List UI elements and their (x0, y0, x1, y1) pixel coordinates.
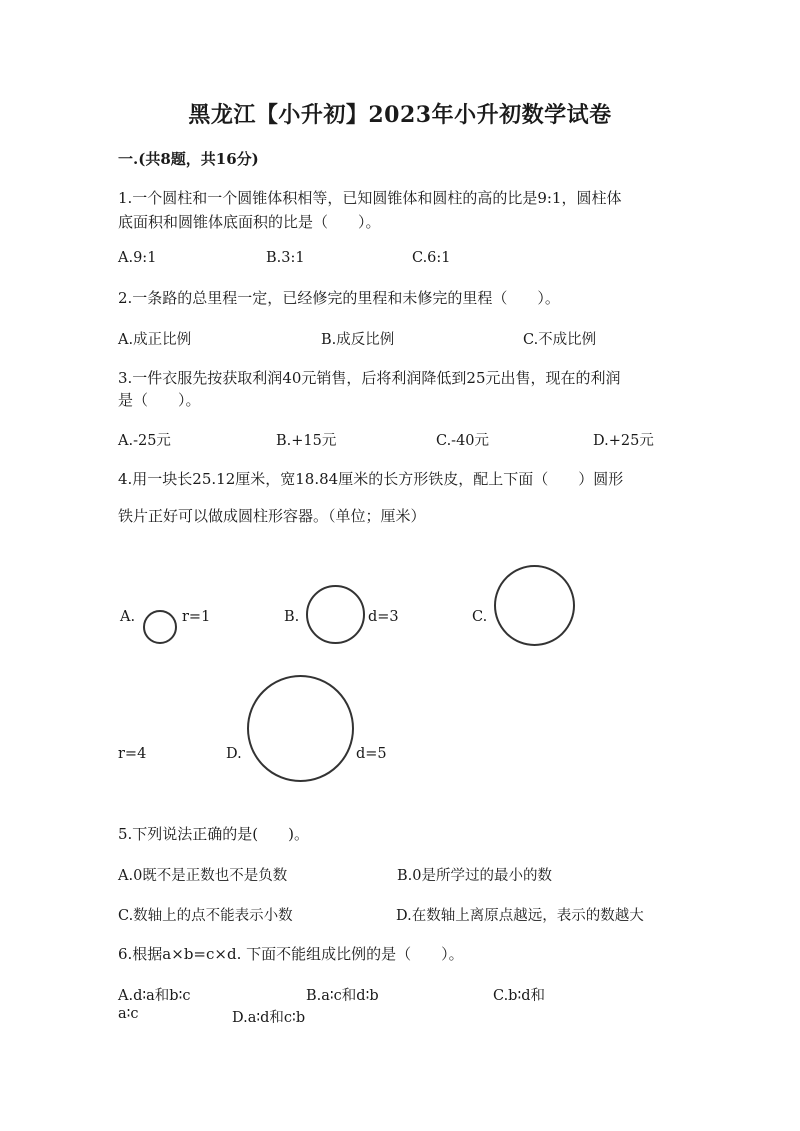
question-1-option-c[interactable]: C.6:1 (412, 250, 451, 266)
question-6-option-b[interactable]: B.a∶c和d∶b (306, 988, 379, 1004)
question-2-option-a[interactable]: A.成正比例 (118, 332, 192, 348)
question-4-option-c[interactable]: C. (472, 609, 488, 625)
question-4-option-b[interactable]: B. (284, 609, 300, 625)
question-4-label-b: d=3 (368, 609, 399, 625)
question-1-line-2: 底面积和圆锥体底面积的比是（ ）。 (118, 213, 381, 231)
question-3-option-a[interactable]: A.-25元 (118, 433, 171, 449)
question-3-line-1: 3.一件衣服先按获取利润40元销售，后将利润降低到25元出售，现在的利润 (118, 369, 621, 387)
question-2-option-c[interactable]: C.不成比例 (523, 332, 597, 348)
question-4-label-c: r=4 (118, 746, 147, 762)
circle-a-shape (143, 610, 177, 644)
question-3-option-b[interactable]: B.+15元 (276, 433, 337, 449)
question-1-option-b[interactable]: B.3:1 (266, 250, 305, 266)
question-3-option-c[interactable]: C.-40元 (436, 433, 490, 449)
question-1-line-1: 1.一个圆柱和一个圆锥体积相等，已知圆锥体和圆柱的高的比是9:1，圆柱体 (118, 189, 622, 207)
question-4-label-d: d=5 (356, 746, 387, 762)
circle-b-shape (306, 585, 365, 644)
circle-c-shape (494, 565, 575, 646)
question-3-line-2: 是（ ）。 (118, 391, 201, 409)
question-6-line-1: 6.根据a×b=c×d. 下面不能组成比例的是（ ）。 (118, 945, 464, 963)
circle-d-shape (247, 675, 354, 782)
question-6-option-c[interactable]: C.b∶d和 (493, 988, 546, 1004)
question-4-line-2: 铁片正好可以做成圆柱形容器。（单位；厘米） (118, 507, 426, 525)
question-2-option-b[interactable]: B.成反比例 (321, 332, 395, 348)
question-4-label-a: r=1 (182, 609, 211, 625)
question-2-line-1: 2.一条路的总里程一定，已经修完的里程和未修完的里程（ ）。 (118, 289, 560, 307)
section-heading: 一.(共8题，共16分) (118, 150, 259, 168)
question-1-option-a[interactable]: A.9:1 (118, 250, 157, 266)
question-5-option-a[interactable]: A.0既不是正数也不是负数 (118, 868, 288, 884)
page-title: 黑龙江【小升初】2023年小升初数学试卷 (188, 102, 612, 128)
question-3-option-d[interactable]: D.+25元 (593, 433, 654, 449)
question-4-line-1: 4.用一块长25.12厘米，宽18.84厘米的长方形铁皮，配上下面（ ）圆形 (118, 470, 624, 488)
question-4-option-d[interactable]: D. (226, 746, 242, 762)
question-6-option-a[interactable]: A.d∶a和b∶c (118, 988, 191, 1004)
question-4-option-a[interactable]: A. (120, 609, 136, 625)
question-5-option-d[interactable]: D.在数轴上离原点越远，表示的数越大 (396, 908, 644, 924)
question-5-option-b[interactable]: B.0是所学过的最小的数 (397, 868, 552, 884)
question-5-option-c[interactable]: C.数轴上的点不能表示小数 (118, 908, 293, 924)
question-6-option-d[interactable]: D.a∶d和c∶b (232, 1010, 306, 1026)
question-5-line-1: 5.下列说法正确的是( )。 (118, 825, 310, 843)
question-6-option-c-cont: a∶c (118, 1006, 139, 1022)
